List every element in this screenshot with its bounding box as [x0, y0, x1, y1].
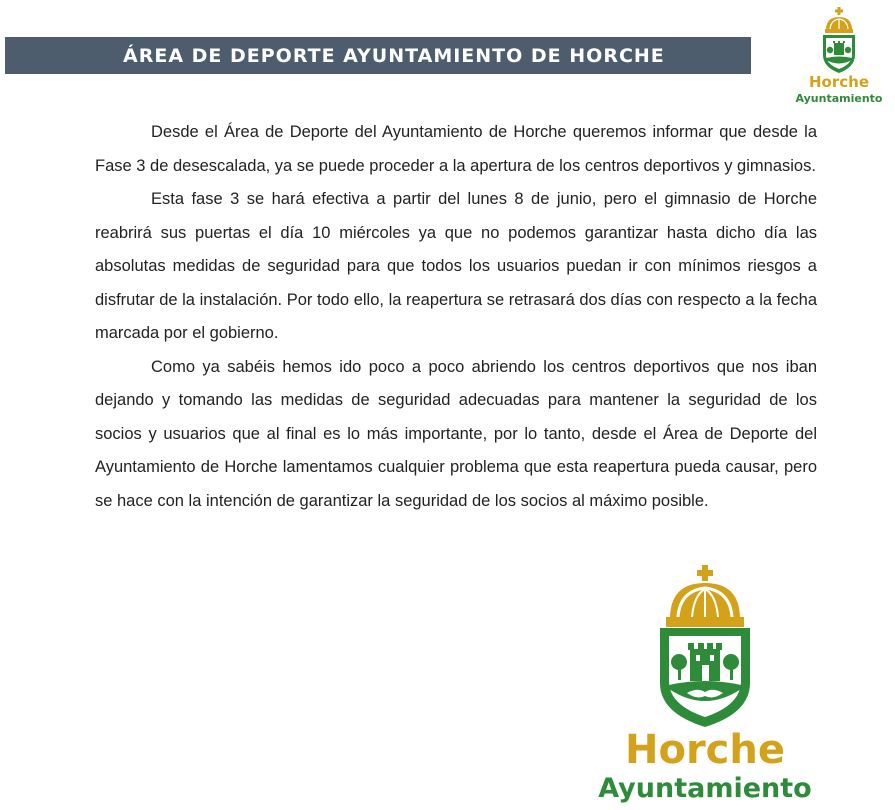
body-text — [95, 116, 817, 518]
logo-small-name: Horche — [809, 73, 869, 91]
horche-logo-large-icon — [592, 565, 822, 805]
logo-large-name: Horche — [625, 727, 785, 773]
page-title: ÁREA DE DEPORTE AYUNTAMIENTO DE HORCHE — [123, 45, 665, 67]
paragraph-2: Esta fase 3 se hará efectiva a partir del lunes 8 de junio, pero el gimnasio de Horche reabrirá sus puertas el día 10 miércoles ya que no podemos garantizar hasta dicho día las absolutas medidas de seguridad para que todos los usuarios puedan ir con mínimos riesgos a disfrutar de la instalación. Por todo ello, la reapertura se retrasará dos días con respecto a la fecha marcada por el gobierno. — [95, 190, 817, 342]
paragraph-1: Desde el Área de Deporte del Ayuntamiento de Horche queremos informar que desde la Fase 3 de desescalada, ya se puede proceder a la apertura de los centros deportivos y gimnasios. — [95, 123, 817, 175]
logo-large-subtitle: Ayuntamiento — [598, 773, 812, 804]
logo-small-subtitle: Ayuntamiento — [795, 92, 883, 105]
paragraph-3: Como ya sabéis hemos ido poco a poco abriendo los centros deportivos que nos iban dejando y tomando las medidas de seguridad adecuadas para mantener la seguridad de los socios y usuarios que al final es lo más importante, por lo tanto, desde el Área de Deporte del Ayuntamiento de Horche lamentamos cualquier problema que esta reapertura pueda causar, pero se hace con la intención de garantizar la seguridad de los socios al máximo posible. — [95, 357, 817, 510]
horche-logo-icon — [790, 5, 890, 105]
header-bar — [5, 37, 751, 74]
